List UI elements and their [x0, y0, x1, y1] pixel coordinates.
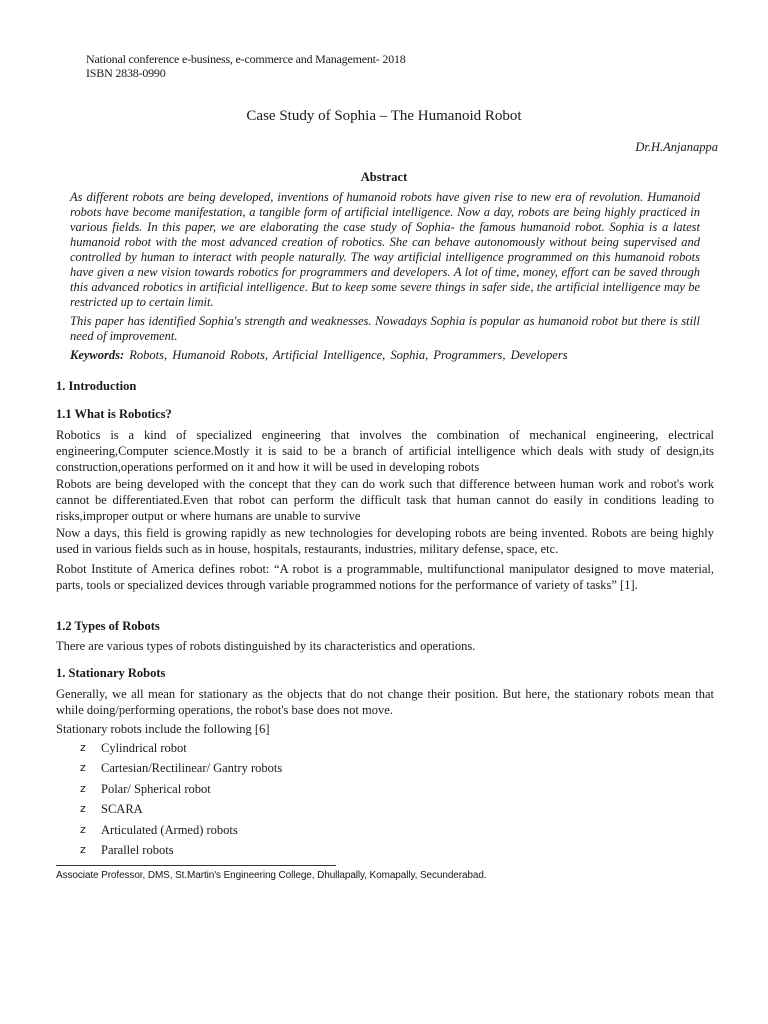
abstract-paragraph-1: As different robots are being developed, inventions of humanoid robots have given rise to new era of revolution. Humanoid robots have become manifestation, a tangible form of artificial intelligence. Now a day, robots are being highly practiced in various fields. In this paper, we are elaborating the case study of Sophia- the famous humanoid robot. Sophia is a latest humanoid robot with the most advanced creation of robotics. She can behave autonomously without being supervised and controlled by human to interact with people naturally. The way artificial intelligence programmed on this humanoid robots have given a new vision towards robotics for programmers and developers. A lot of time, money, effort can be saved through this advanced robotics in artificial intelligence. But to keep some severe things in safer side, the artificial intelligence may be restricted up to certain limit.	[70, 190, 700, 309]
stationary-robot-list	[80, 740, 282, 862]
paper-title: Case Study of Sophia – The Humanoid Robot	[246, 108, 522, 124]
paragraph-types-intro: There are various types of robots distinguished by its characteristics and operations.	[56, 639, 476, 653]
author: Dr.H.Anjanappa	[635, 140, 718, 154]
keywords-label: Keywords:	[70, 348, 125, 362]
conference-header	[86, 52, 406, 80]
list-item: z Cartesian/Rectilinear/ Gantry robots	[80, 761, 283, 776]
list-item: z Polar/ Spherical robot	[80, 781, 211, 796]
footnote: Associate Professor, DMS, St.Martin's Engineering College, Dhullapally, Komapally, Secunderabad.	[56, 870, 487, 881]
bullet-marker-icon: z	[80, 802, 86, 816]
list-item: z Articulated (Armed) robots	[80, 822, 238, 837]
footnote-divider	[56, 865, 336, 866]
section-introduction: 1. Introduction	[56, 379, 137, 393]
paragraph-stationary-include: Stationary robots include the following [6]	[56, 722, 270, 736]
section-what-is-robotics: 1.1 What is Robotics?	[56, 407, 172, 421]
bullet-marker-icon: z	[80, 741, 86, 754]
isbn: ISBN 2838-0990	[86, 66, 166, 80]
paragraph-ria-definition: Robot Institute of America defines robot: “A robot is a programmable, multifunctional manipulator designed to move material, parts, tools or specialized devices through variable programmed notions for the performance of variety of tasks” [1].	[56, 562, 714, 592]
bullet-marker-icon: z	[80, 761, 86, 775]
list-item: z Parallel robots	[80, 842, 174, 857]
bullet-marker-icon: z	[80, 822, 86, 836]
section-types-of-robots: 1.2 Types of Robots	[56, 619, 160, 633]
keywords-list: Robots, Humanoid Robots, Artificial Intelligence, Sophia, Programmers, Developers	[129, 348, 568, 362]
section-stationary-robots: 1. Stationary Robots	[56, 666, 166, 680]
paragraph-robotics-definition: Robotics is a kind of specialized engineering that involves the combination of mechanical engineering, electrical engineering,Computer science.Mostly it is said to be a branch of artificial intelligence which deals with study of design,its construction,operations performed on it and how it will be used in developing robots	[56, 428, 714, 474]
abstract-paragraph-2: This paper has identified Sophia's strength and weaknesses. Nowadays Sophia is popular as humanoid robot but there is still need of improvement.	[70, 314, 700, 343]
paragraph-field-growing: Now a days, this field is growing rapidly as new technologies for developing robots are being invented. Robots are being highly used in various fields such as in house, hospitals, restaurants, industries, military defense, space, etc.	[56, 526, 714, 556]
bullet-marker-icon: z	[80, 842, 86, 856]
paragraph-stationary-definition: Generally, we all mean for stationary as the objects that do not change their position. But here, the stationary robots mean that while doing/performing operations, the robot's base does not move.	[56, 687, 714, 717]
keywords	[70, 348, 700, 363]
conference-name: National conference e-business, e-commerce and Management- 2018	[86, 52, 406, 66]
bullet-marker-icon: z	[80, 781, 86, 795]
list-item: z Cylindrical robot	[80, 741, 187, 755]
paragraph-robots-developed: Robots are being developed with the concept that they can do work such that difference between human work and robot's work cannot be differentiated.Even that robot can perform the difficult task that human cannot do easily in conditions leading to risks,improper output or where humans are unable to survive	[56, 477, 714, 523]
abstract-heading: Abstract	[360, 170, 408, 184]
list-item: z SCARA	[80, 802, 143, 817]
